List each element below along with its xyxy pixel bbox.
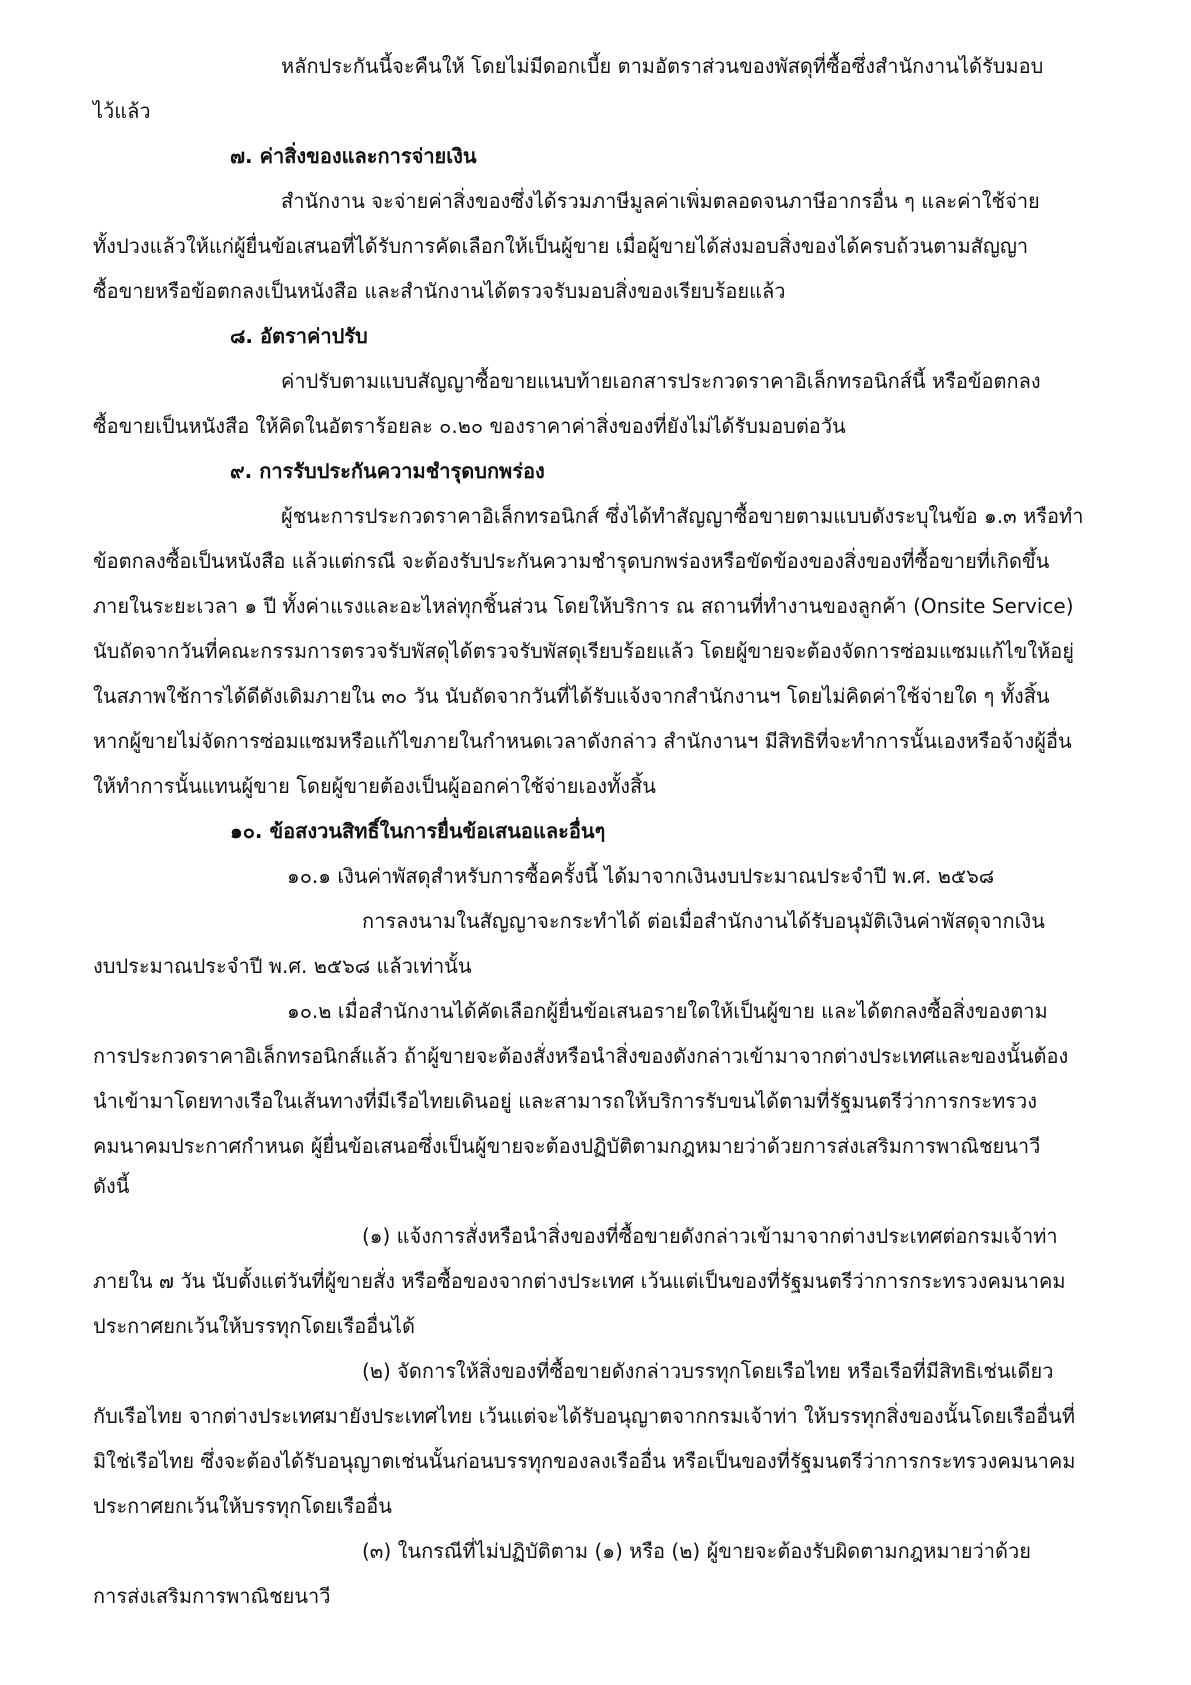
paragraph-line: ค่าปรับตามแบบสัญญาซื้อขายแนบท้ายเอกสารประกวดราคาอิเล็กทรอนิกส์นี้ หรือข้อตกลง — [281, 369, 1041, 393]
paragraph-line: ภายใน ๗ วัน นับตั้งแต่วันที่ผู้ขายสั่ง หรือซื้อของจากต่างประเทศ เว้นแต่เป็นของที่รัฐมนตรีว่าการกระทรวงคมนาคม — [93, 1269, 1066, 1293]
paragraph-line: ข้อตกลงซื้อเป็นหนังสือ แล้วแต่กรณี จะต้องรับประกันความชำรุดบกพร่องหรือขัดข้องของสิ่งของที่ซื้อขายที่เกิดขึ้น — [93, 549, 1050, 573]
paragraph-line: (๑) แจ้งการสั่งหรือนำสิ่งของที่ซื้อขายดังกล่าวเข้ามาจากต่างประเทศต่อกรมเจ้าท่า — [362, 1224, 1058, 1248]
paragraph-line: ซื้อขายหรือข้อตกลงเป็นหนังสือ และสำนักงานได้ตรวจรับมอบสิ่งของเรียบร้อยแล้ว — [93, 279, 786, 303]
paragraph-line: มิใช่เรือไทย ซึ่งจะต้องได้รับอนุญาตเช่นนั้นก่อนบรรทุกของลงเรืออื่น หรือเป็นของที่รัฐมนตรีว่าการกระทรวงคมนาคม — [93, 1449, 1076, 1473]
paragraph-line: ซื้อขายเป็นหนังสือ ให้คิดในอัตราร้อยละ ๐.๒๐ ของราคาค่าสิ่งของที่ยังไม่ได้รับมอบต่อวัน — [93, 414, 846, 438]
paragraph-line: ๑๐.๒ เมื่อสำนักงานได้คัดเลือกผู้ยื่นข้อเสนอรายใดให้เป็นผู้ขาย และได้ตกลงซื้อสิ่งของตาม — [287, 999, 1048, 1023]
paragraph-line: ทั้งปวงแล้วให้แก่ผู้ยื่นข้อเสนอที่ได้รับการคัดเลือกให้เป็นผู้ขาย เมื่อผู้ขายได้ส่งมอบสิ่งของได้ครบถ้วนตามสัญญา — [93, 234, 1029, 258]
paragraph-line: การส่งเสริมการพาณิชยนาวี — [93, 1584, 331, 1608]
section-heading-10: ๑๐. ข้อสงวนสิทธิ์ในการยื่นข้อเสนอและอื่นๆ — [230, 819, 606, 843]
paragraph-line: นับถัดจากวันที่คณะกรรมการตรวจรับพัสดุได้ตรวจรับพัสดุเรียบร้อยแล้ว โดยผู้ขายจะต้องจัดการซ่อมแซมแก้ไขให้อยู่ — [93, 639, 1075, 663]
paragraph-line: นำเข้ามาโดยทางเรือในเส้นทางที่มีเรือไทยเดินอยู่ และสามารถให้บริการรับขนได้ตามที่รัฐมนตรีว่าการกระทรวง — [93, 1089, 1038, 1113]
paragraph-line: ดังนี้ — [93, 1174, 130, 1198]
paragraph-line: ผู้ชนะการประกวดราคาอิเล็กทรอนิกส์ ซึ่งได้ทำสัญญาซื้อขายตามแบบดังระบุในข้อ ๑.๓ หรือทำ — [281, 504, 1084, 528]
section-heading-9: ๙. การรับประกันความชำรุดบกพร่อง — [230, 459, 545, 483]
paragraph-line: สำนักงาน จะจ่ายค่าสิ่งของซึ่งได้รวมภาษีมูลค่าเพิ่มตลอดจนภาษีอากรอื่น ๆ และค่าใช้จ่าย — [281, 189, 1040, 213]
paragraph-line: การประกวดราคาอิเล็กทรอนิกส์แล้ว ถ้าผู้ขายจะต้องสั่งหรือนำสิ่งของดังกล่าวเข้ามาจากต่างประเทศและของนั้นต้อง — [93, 1044, 1069, 1068]
paragraph-line: กับเรือไทย จากต่างประเทศมายังประเทศไทย เว้นแต่จะได้รับอนุญาตจากกรมเจ้าท่า ให้บรรทุกสิ่งของนั้นโดยเรืออื่นที่ — [93, 1404, 1076, 1428]
section-heading-8: ๘. อัตราค่าปรับ — [230, 324, 368, 348]
paragraph-line: ในสภาพใช้การได้ดีดังเดิมภายใน ๓๐ วัน นับถัดจากวันที่ได้รับแจ้งจากสำนักงานฯ โดยไม่คิดค่าใช้จ่ายใด ๆ ทั้งสิ้น — [93, 684, 1050, 708]
paragraph-line: หลักประกันนี้จะคืนให้ โดยไม่มีดอกเบี้ย ตามอัตราส่วนของพัสดุที่ซื้อซึ่งสำนักงานได้รับมอบ — [281, 54, 1044, 78]
paragraph-line: ภายในระยะเวลา ๑ ปี ทั้งค่าแรงและอะไหล่ทุกชิ้นส่วน โดยให้บริการ ณ สถานที่ทำงานของลูกค้า (Onsite Service) — [93, 594, 1074, 618]
paragraph-line: (๒) จัดการให้สิ่งของที่ซื้อขายดังกล่าวบรรทุกโดยเรือไทย หรือเรือที่มีสิทธิเช่นเดียว — [362, 1359, 1054, 1383]
paragraph-line: (๓) ในกรณีที่ไม่ปฏิบัติตาม (๑) หรือ (๒) ผู้ขายจะต้องรับผิดตามกฎหมายว่าด้วย — [362, 1539, 1031, 1563]
paragraph-line: ไว้แล้ว — [93, 99, 151, 123]
paragraph-line: ประกาศยกเว้นให้บรรทุกโดยเรืออื่น — [93, 1494, 392, 1518]
paragraph-line: หากผู้ขายไม่จัดการซ่อมแซมหรือแก้ไขภายในกำหนดเวลาดังกล่าว สำนักงานฯ มีสิทธิที่จะทำการนั้นเองหรือจ้างผู้อื่น — [93, 729, 1072, 753]
paragraph-line: การลงนามในสัญญาจะกระทำได้ ต่อเมื่อสำนักงานได้รับอนุมัติเงินค่าพัสดุจากเงิน — [362, 909, 1045, 933]
paragraph-line: ให้ทำการนั้นแทนผู้ขาย โดยผู้ขายต้องเป็นผู้ออกค่าใช้จ่ายเองทั้งสิ้น — [93, 774, 656, 798]
section-heading-7: ๗. ค่าสิ่งของและการจ่ายเงิน — [230, 144, 477, 168]
paragraph-line: งบประมาณประจำปี พ.ศ. ๒๕๖๘ แล้วเท่านั้น — [93, 954, 472, 978]
paragraph-line: ประกาศยกเว้นให้บรรทุกโดยเรืออื่นได้ — [93, 1314, 415, 1338]
paragraph-line: คมนาคมประกาศกำหนด ผู้ยื่นข้อเสนอซึ่งเป็นผู้ขายจะต้องปฏิบัติตามกฎหมายว่าด้วยการส่งเสริมการพาณิชยนาวี — [93, 1134, 1041, 1158]
paragraph-line: ๑๐.๑ เงินค่าพัสดุสำหรับการซื้อครั้งนี้ ได้มาจากเงินงบประมาณประจำปี พ.ศ. ๒๕๖๘ — [287, 864, 995, 888]
